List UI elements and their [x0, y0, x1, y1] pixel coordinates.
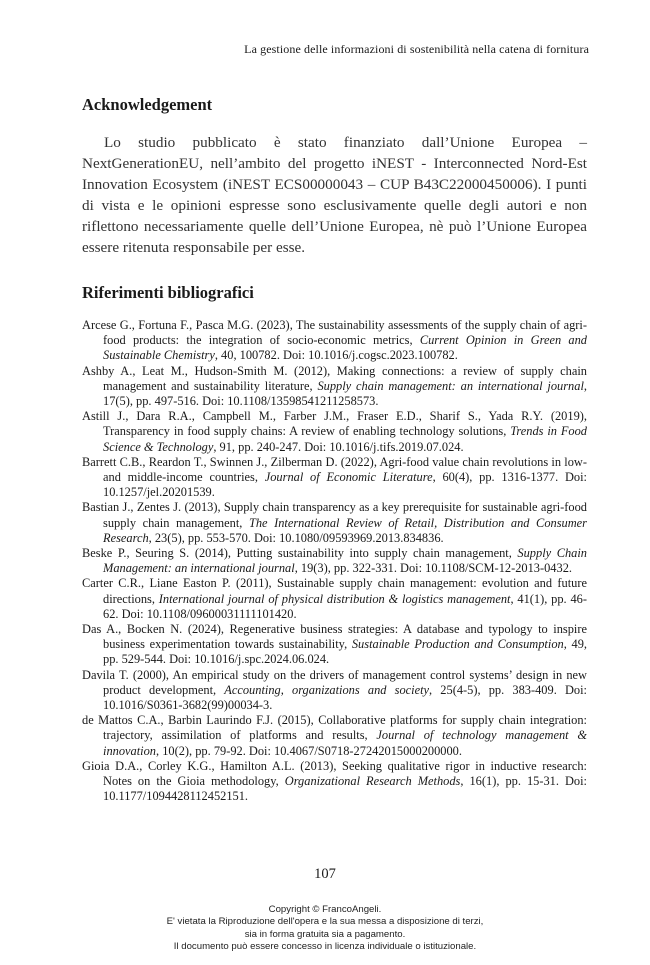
reference-journal: Organizational Research Methods [284, 774, 461, 789]
acknowledgement-heading: Acknowledgement [82, 95, 213, 114]
reference-item [82, 318, 587, 364]
reference-journal: Sustainable Production and Consumption [351, 637, 564, 652]
page-number: 107 [314, 866, 336, 882]
reference-text: Astill J., Dara R.A., Campbell M., Farber J.M., Fraser E.D., Sharif S., Yada R.Y. (2019), Transparency in food supply chains: A review of enabling technology solutions, [82, 409, 587, 439]
copyright-line: sia in forma gratuita sia a pagamento. [244, 928, 406, 940]
reference-details: , 17(5), pp. 497-516. Doi: 10.1108/13598541211258573. [103, 378, 588, 409]
reference-item [82, 759, 587, 805]
reference-item [82, 500, 587, 546]
running-head: La gestione delle informazioni di sostenibilità nella catena di fornitura [244, 42, 589, 56]
reference-details: , 10(2), pp. 79-92. Doi: 10.4067/S0718-27242015000200000. [156, 743, 462, 758]
reference-text: Das A., Bocken N. (2024), Regenerative business strategies: A database and typology to inspire business experimentation towards sustainability, [82, 622, 587, 652]
reference-details: , 60(4), pp. 1316-1377. Doi: 10.1257/jel.20201539. [103, 470, 587, 500]
reference-text: Davila T. (2000), An empirical study on the drivers of management control systems’ design in new product development, [82, 667, 587, 697]
reference-details: , 49, pp. 529-544. Doi: 10.1016/j.spc.2024.06.024. [103, 637, 587, 667]
reference-details: , 40, 100782. Doi: 10.1016/j.cogsc.2023.100782. [214, 348, 458, 363]
reference-item [82, 409, 587, 455]
reference-list [82, 318, 587, 805]
reference-item [82, 455, 587, 501]
references-heading: Riferimenti bibliografici [82, 283, 254, 302]
reference-journal: Supply Chain Management: an international journal [103, 546, 587, 576]
reference-item [82, 546, 587, 576]
acknowledgement-paragraph: Lo studio pubblicato è stato finanziato dall’Unione Europea – NextGenerationEU, nell’ambito del progetto iNEST - Interconnected Nord-Est Innovation Ecosystem (iNEST ECS00000043 – CUP B43C22000450006). I punti di vista e le opinioni espresse sono esclusivamente quelle degli autori e non riflettono necessariamente quelle dell’Unione Europea, nè può l’Unione Europea essere ritenuta responsabile per esse. [82, 134, 587, 256]
reference-details: , 23(5), pp. 553-570. Doi: 10.1080/09593969.2013.834836. [148, 530, 444, 545]
reference-details: , 19(3), pp. 322-331. Doi: 10.1108/SCM-12-2013-0432. [294, 561, 572, 576]
reference-details: , 41(1), pp. 46-62. Doi: 10.1108/09600031111101420. [103, 591, 587, 621]
reference-details: , 25(4-5), pp. 383-409. Doi: 10.1016/S0361-3682(99)00034-3. [103, 682, 587, 713]
reference-text: Carter C.R., Liane Easton P. (2011), Sustainable supply chain management: evolution and future directions, [82, 576, 587, 606]
reference-item [82, 364, 587, 410]
reference-journal: Trends in Food Science & Technology [103, 424, 587, 454]
reference-journal: International journal of physical distribution & logistics management [158, 591, 511, 606]
reference-text: Arcese G., Fortuna F., Pasca M.G. (2023), The sustainability assessments of the supply chain of agri-food products: the integration of socio-economic metrics, [82, 318, 587, 348]
copyright-line: E' vietata la Riproduzione dell'opera e la sua messa a disposizione di terzi, [166, 916, 484, 928]
reference-journal: Journal of technology management & innovation [103, 728, 587, 758]
reference-journal: Accounting, organizations and society [224, 682, 430, 697]
reference-item [82, 576, 587, 622]
reference-text: Ashby A., Leat M., Hudson-Smith M. (2012), Making connections: a review of supply chain management and sustainability literature, [82, 363, 587, 393]
copyright-line: Copyright © FrancoAngeli. [268, 904, 382, 915]
reference-item [82, 668, 587, 714]
copyright-line: Il documento può essere concesso in licenza individuale o istituzionale. [173, 941, 477, 953]
reference-details: , 16(1), pp. 15-31. Doi: 10.1177/1094428112452151. [103, 774, 588, 804]
reference-text: Bastian J., Zentes J. (2013), Supply chain transparency as a key prerequisite for sustainable agri-food supply chain management, [82, 500, 587, 530]
reference-text: Gioia D.A., Corley K.G., Hamilton A.L. (2013), Seeking qualitative rigor in inductive research: Notes on the Gioia methodology, [82, 758, 587, 789]
reference-item [82, 622, 587, 668]
reference-text: Barrett C.B., Reardon T., Swinnen J., Zilberman D. (2022), Agri-food value chain revolutions in low-and middle-income countries, [82, 454, 587, 485]
copyright-notice [0, 904, 650, 954]
reference-journal: Current Opinion in Green and Sustainable Chemistry [103, 333, 587, 363]
reference-journal: Supply chain management: an international journal [317, 378, 584, 393]
reference-journal: Journal of Economic Literature [264, 470, 433, 485]
reference-details: , 91, pp. 240-247. Doi: 10.1016/j.tifs.2019.07.024. [213, 439, 464, 454]
reference-journal: The International Review of Retail, Distribution and Consumer Research [103, 515, 587, 545]
reference-item [82, 713, 587, 759]
reference-text: Beske P., Seuring S. (2014), Putting sustainability into supply chain management, [82, 546, 518, 561]
reference-text: de Mattos C.A., Barbin Laurindo F.J. (2015), Collaborative platforms for supply chain integration: trajectory, assimilation of platforms and results, [82, 713, 587, 743]
